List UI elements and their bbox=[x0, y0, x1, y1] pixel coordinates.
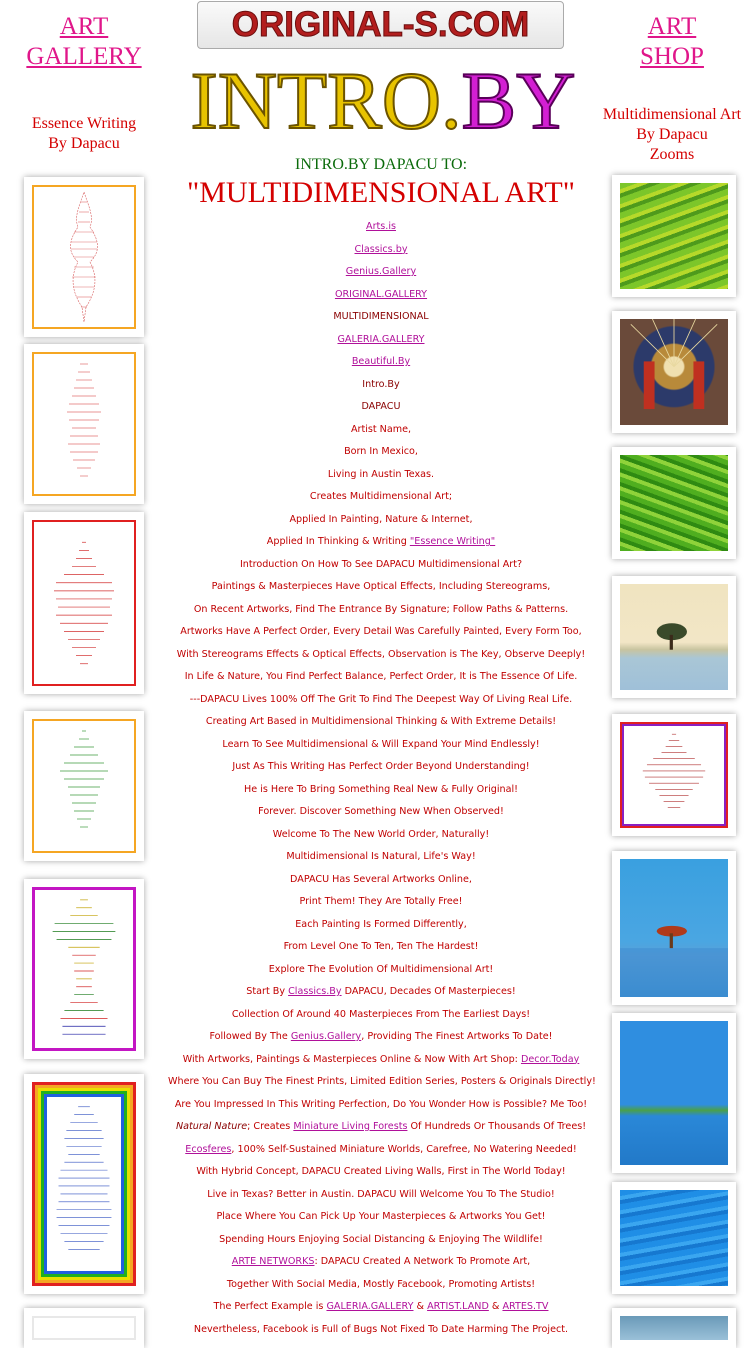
text-line: Spending Hours Enjoying Social Distancing & Enjoying The Wildlife! bbox=[219, 1233, 543, 1245]
zoom-thumb-blue-field[interactable] bbox=[612, 1013, 736, 1173]
text-rainbow-vase-icon bbox=[35, 1085, 133, 1283]
text-pyramid-icon bbox=[622, 724, 726, 826]
text-tree-shape-icon bbox=[34, 721, 134, 851]
beautiful-by-link[interactable]: Beautiful.By bbox=[351, 356, 411, 367]
text-line: Explore The Evolution Of Multidimensional Art! bbox=[268, 963, 494, 975]
text-line: Where You Can Buy The Finest Prints, Limited Edition Series, Posters & Originals Directly! bbox=[168, 1076, 596, 1087]
lone-tree-icon bbox=[620, 584, 728, 690]
text-line: Print Them! They Are Totally Free! bbox=[299, 896, 463, 907]
text-line bbox=[168, 1026, 594, 1049]
text-line: DAPACU Has Several Artworks Online, bbox=[290, 873, 472, 885]
page-title: "MULTIDIMENSIONAL ART" bbox=[187, 176, 575, 209]
arte-networks-link[interactable]: ARTE NETWORKS bbox=[231, 1256, 315, 1267]
text-figure-shape-icon bbox=[34, 354, 134, 494]
essence-writing-thumb-6[interactable] bbox=[24, 1074, 144, 1294]
zoom-thumb-blue-texture[interactable] bbox=[612, 1182, 736, 1294]
text-line: Creating Art Based in Multidimensional Thinking & With Extreme Details! bbox=[205, 716, 557, 727]
text-segment: : DAPACU Created A Network To Promote Art, bbox=[314, 1256, 531, 1267]
intro-subheading: INTRO.BY DAPACU TO: bbox=[294, 156, 468, 173]
classics-by-inline-link[interactable]: Classics.By bbox=[288, 986, 342, 997]
text-segment: Of Hundreds Or Thousands Of Trees! bbox=[407, 1121, 587, 1132]
art-gallery-link[interactable] bbox=[0, 12, 168, 72]
intro-by-text: Intro.By bbox=[362, 378, 400, 390]
text-line: Creates Multidimensional Art; bbox=[309, 491, 453, 502]
text-line: Forever. Discover Something New When Observed! bbox=[258, 806, 504, 817]
essence-writing-link[interactable]: "Essence Writing" bbox=[409, 536, 496, 547]
text-segment: , 100% Self-Sustained Miniature Worlds, Carefree, No Watering Needed! bbox=[231, 1143, 577, 1155]
decor-today-link[interactable]: Decor.Today bbox=[520, 1053, 580, 1065]
text-segment: ; Creates bbox=[247, 1121, 294, 1132]
art-gallery-line1: ART bbox=[59, 13, 109, 40]
text-column-shape-icon bbox=[35, 890, 133, 1048]
text-line bbox=[168, 531, 594, 554]
text-triangle-shape-icon bbox=[34, 522, 134, 684]
original-s-logo-text: ORIGINAL-S.COM bbox=[231, 5, 530, 44]
natural-nature-text: Natural Nature bbox=[175, 1121, 248, 1132]
text-line: Artworks Have A Perfect Order, Every Detail Was Carefully Painted, Every Form Too, bbox=[180, 626, 582, 637]
zoom-thumb-desert-tree[interactable] bbox=[612, 576, 736, 698]
essence-writing-thumb-7[interactable] bbox=[24, 1308, 144, 1348]
text-line: Welcome To The New World Order, Naturally! bbox=[272, 828, 490, 840]
text-line: In Life & Nature, You Find Perfect Balance, Perfect Order, It is The Essence Of Life. bbox=[184, 671, 578, 682]
genius-gallery-inline-link[interactable]: Genius.Gallery bbox=[290, 1031, 362, 1042]
intro-logo-part2: BY bbox=[461, 55, 576, 146]
text-segment: Start By bbox=[246, 986, 289, 997]
zoom-thumb-blue-tree[interactable] bbox=[612, 851, 736, 1005]
text-line: Paintings & Masterpieces Have Optical Effects, Including Stereograms, bbox=[211, 581, 551, 592]
dapacu-text: DAPACU bbox=[361, 401, 401, 412]
text-segment: & bbox=[488, 1301, 503, 1312]
text-line: Together With Social Media, Mostly Facebook, Promoting Artists! bbox=[226, 1278, 536, 1290]
text-line: He is Here To Bring Something Real New & Fully Original! bbox=[244, 783, 518, 795]
text-line: Each Painting Is Formed Differently, bbox=[295, 918, 467, 930]
essence-writing-thumb-5[interactable] bbox=[24, 879, 144, 1059]
text-line bbox=[168, 1139, 594, 1162]
text-line: Applied In Painting, Nature & Internet, bbox=[289, 513, 473, 525]
essence-writing-thumb-4[interactable] bbox=[24, 711, 144, 861]
zoom-thumb-partial[interactable] bbox=[612, 1308, 736, 1348]
text-line bbox=[168, 1296, 594, 1319]
text-line: Live in Texas? Better in Austin. DAPACU Will Welcome You To The Studio! bbox=[207, 1188, 555, 1200]
text-segment: DAPACU, Decades Of Masterpieces! bbox=[341, 986, 516, 997]
text-line: Place Where You Can Pick Up Your Masterpieces & Artworks You Get! bbox=[216, 1211, 546, 1222]
text-segment: Applied In Thinking & Writing bbox=[266, 536, 410, 547]
zoom-thumb-essence-text[interactable] bbox=[612, 714, 736, 836]
text-line: Living in Austin Texas. bbox=[327, 468, 435, 480]
zooms-title bbox=[594, 105, 750, 165]
text-line bbox=[168, 981, 594, 1004]
intro-by-logo bbox=[188, 56, 578, 146]
zoom-thumb-green-2[interactable] bbox=[612, 447, 736, 559]
text-line: Collection Of Around 40 Masterpieces From The Earliest Days! bbox=[231, 1008, 531, 1020]
text-line: Nevertheless, Facebook is Full of Bugs Not Fixed To Date Harming The Project. bbox=[193, 1323, 569, 1335]
original-gallery-link[interactable]: ORIGINAL.GALLERY bbox=[334, 288, 428, 300]
multidimensional-text: MULTIDIMENSIONAL bbox=[333, 311, 429, 322]
text-line: On Recent Artworks, Find The Entrance By Signature; Follow Paths & Patterns. bbox=[193, 603, 569, 615]
text-segment: With Artworks, Paintings & Masterpieces Online & Now With Art Shop: bbox=[182, 1053, 521, 1065]
essence-writing-thumb-3[interactable] bbox=[24, 512, 144, 694]
zoom-line1: Multidimensional Art bbox=[602, 106, 742, 123]
text-line: Are You Impressed In This Writing Perfection, Do You Wonder How is Possible? Me Too! bbox=[174, 1098, 588, 1110]
art-shop-line2: SHOP bbox=[640, 43, 704, 70]
text-line bbox=[168, 1116, 594, 1139]
essence-writing-thumb-1[interactable] bbox=[24, 177, 144, 337]
art-shop-link[interactable] bbox=[594, 12, 750, 72]
classics-by-link[interactable]: Classics.by bbox=[354, 243, 408, 255]
zoom-thumb-green-1[interactable] bbox=[612, 175, 736, 297]
essence-writing-title bbox=[0, 114, 168, 154]
art-shop-line1: ART bbox=[647, 13, 697, 40]
intro-logo-part1: INTRO. bbox=[190, 55, 462, 146]
text-line: Multidimensional Is Natural, Life's Way! bbox=[286, 851, 476, 862]
original-s-logo[interactable] bbox=[197, 1, 564, 49]
miniature-living-forests-link[interactable]: Miniature Living Forests bbox=[293, 1121, 408, 1132]
text-line bbox=[168, 1251, 594, 1274]
text-line bbox=[168, 1049, 594, 1072]
text-line: With Stereograms Effects & Optical Effects, Observation is The Key, Observe Deeply! bbox=[176, 648, 586, 660]
galeria-gallery-link[interactable]: GALERIA.GALLERY bbox=[337, 333, 425, 345]
text-line: Artist Name, bbox=[350, 423, 412, 435]
zoom-line2: By Dapacu bbox=[636, 126, 708, 143]
galeria-gallery-inline-link[interactable]: GALERIA.GALLERY bbox=[326, 1301, 414, 1312]
text-segment: , Providing The Finest Artworks To Date! bbox=[361, 1031, 553, 1042]
text-vase-shape-icon bbox=[34, 187, 134, 327]
tree-painting-icon bbox=[620, 319, 728, 425]
zoom-line3: Zooms bbox=[649, 146, 695, 163]
essence-line2: By Dapacu bbox=[48, 135, 120, 152]
text-segment: Followed By The bbox=[209, 1031, 291, 1042]
artist-land-link[interactable]: ARTIST.LAND bbox=[427, 1301, 489, 1312]
text-line: Learn To See Multidimensional & Will Expand Your Mind Endlessly! bbox=[222, 738, 540, 750]
artes-tv-link[interactable]: ARTES.TV bbox=[502, 1301, 549, 1312]
text-line: From Level One To Ten, Ten The Hardest! bbox=[283, 941, 479, 952]
ecosferes-link[interactable]: Ecosferes bbox=[185, 1143, 232, 1155]
text-line: With Hybrid Concept, DAPACU Created Living Walls, First in The World Today! bbox=[196, 1166, 566, 1177]
text-line: ---DAPACU Lives 100% Off The Grit To Find The Deepest Way Of Living Real Life. bbox=[189, 693, 573, 705]
essence-line1: Essence Writing bbox=[31, 115, 137, 132]
zoom-thumb-tree-red[interactable] bbox=[612, 311, 736, 433]
genius-gallery-link[interactable]: Genius.Gallery bbox=[345, 266, 417, 277]
intro-text-list bbox=[168, 216, 594, 1341]
text-line: Just As This Writing Has Perfect Order Beyond Understanding! bbox=[232, 761, 530, 772]
art-gallery-line2: GALLERY bbox=[26, 43, 142, 70]
red-tree-icon bbox=[620, 859, 728, 997]
text-line: Born In Mexico, bbox=[344, 446, 418, 457]
arts-is-link[interactable]: Arts.is bbox=[366, 221, 396, 232]
text-segment: The Perfect Example is bbox=[213, 1301, 327, 1312]
essence-writing-thumb-2[interactable] bbox=[24, 344, 144, 504]
text-line: Introduction On How To See DAPACU Multidimensional Art? bbox=[239, 558, 523, 570]
text-segment: & bbox=[413, 1301, 428, 1312]
